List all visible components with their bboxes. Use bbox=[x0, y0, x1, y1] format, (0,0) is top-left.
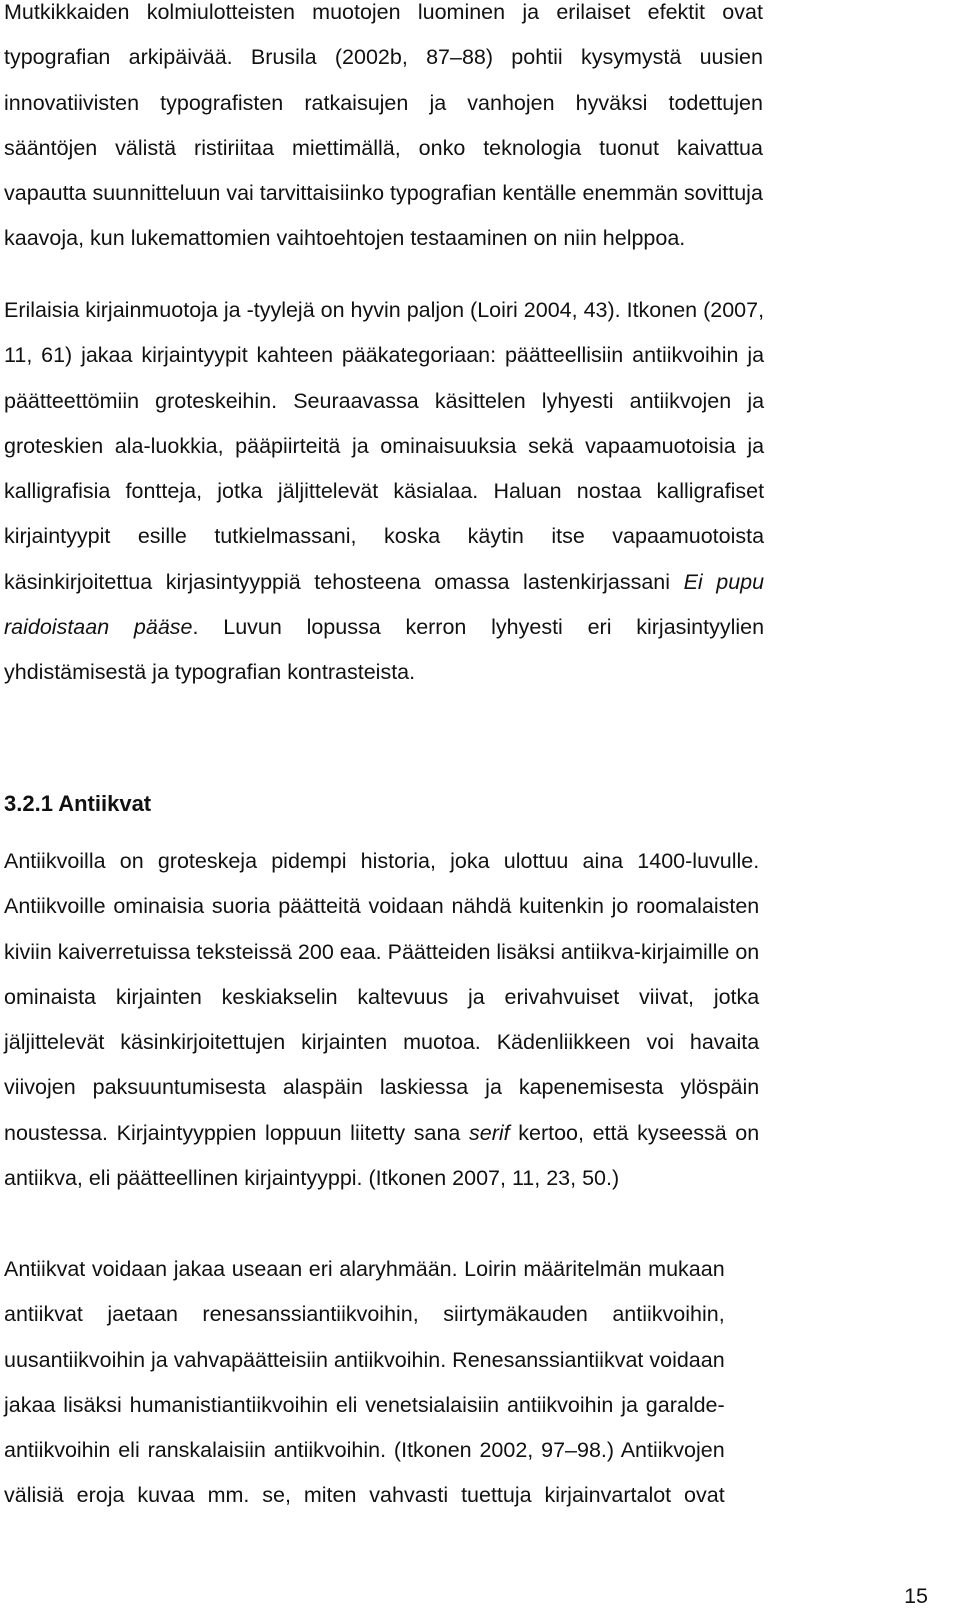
text-line: antiikvoihin eli ranskalaisiin antiikvoihin. (Itkonen 2002, 97–98.) Antiikvojen bbox=[4, 1438, 725, 1463]
text-line: Antiikvoille ominaisia suoria päätteitä voidaan nähdä kuitenkin jo roomalaisten bbox=[4, 894, 760, 919]
page-number: 15 bbox=[904, 1584, 928, 1608]
paragraph-antiqua-history bbox=[4, 839, 759, 1201]
book-title-italic: Ei pupu bbox=[683, 569, 765, 594]
text-line: Antiikvat voidaan jakaa useaan eri alaryhmään. Loirin määritelmän mukaan bbox=[4, 1257, 725, 1281]
paragraph-antiqua-subgroups bbox=[4, 1247, 725, 1519]
text-line bbox=[4, 560, 764, 605]
section-heading: 3.2.1 Antiikvat bbox=[4, 791, 152, 816]
text-segment: noustessa. Kirjaintyyppien loppuun liitetty sana bbox=[4, 1120, 469, 1145]
text-line: yhdistämisestä ja typografian kontrasteista. bbox=[4, 660, 416, 685]
text-line: Mutkikkaiden kolmiulotteisten muotojen luominen ja erilaiset efektit ovat bbox=[4, 0, 763, 24]
text-line: kaavoja, kun lukemattomien vaihtoehtojen testaaminen on niin helppoa. bbox=[4, 226, 686, 251]
text-line: Antiikvoilla on groteskeja pidempi historia, joka ulottuu aina 1400-luvulle. bbox=[4, 849, 760, 873]
text-line bbox=[4, 605, 764, 650]
text-line: vapautta suunnitteluun vai tarvittaisiinko typografian kentälle enemmän sovittuja bbox=[4, 181, 763, 206]
text-line: päätteettömiin groteskeihin. Seuraavassa käsittelen lyhyesti antiikvojen ja bbox=[4, 388, 765, 413]
paragraph-typography-innovation bbox=[4, 0, 763, 262]
text-line: uusantiikvoihin ja vahvapäätteisiin antiikvoihin. Renesanssiantiikvat voidaan bbox=[4, 1347, 725, 1372]
text-segment: kertoo, että kyseessä on bbox=[509, 1120, 760, 1145]
text-line: välisiä eroja kuvaa mm. se, miten vahvasti tuettuja kirjainvartalot ovat bbox=[4, 1483, 725, 1508]
text-line: viivojen paksuuntumisesta alaspäin laskiessa ja kapenemisesta ylöspäin bbox=[4, 1075, 760, 1100]
text-line: jakaa lisäksi humanistiantiikvoihin eli venetsialaisiin antiikvoihin ja garalde- bbox=[4, 1392, 725, 1417]
text-line: kiviin kaiverretuissa teksteissä 200 eaa. Päätteiden lisäksi antiikva-kirjaimille on bbox=[4, 939, 760, 964]
text-line bbox=[4, 1111, 759, 1156]
text-line: 11, 61) jakaa kirjaintyypit kahteen pääkategoriaan: päätteellisiin antiikvoihin ja bbox=[4, 343, 765, 368]
text-segment: . Luvun lopussa kerron lyhyesti eri kirjasintyylien bbox=[192, 615, 765, 640]
text-line: antiikvat jaetaan renesanssiantiikvoihin, siirtymäkauden antiikvoihin, bbox=[4, 1302, 725, 1327]
text-line: innovatiivisten typografisten ratkaisujen ja vanhojen hyväksi todettujen bbox=[4, 90, 763, 115]
book-title-italic: raidoistaan pääse bbox=[4, 615, 193, 640]
text-line: kirjaintyypit esille tutkielmassani, koska käytin itse vapaamuotoista bbox=[4, 524, 765, 549]
text-segment: käsinkirjoitettua kirjasintyyppiä tehosteena omassa lastenkirjassani bbox=[4, 569, 684, 594]
text-line: jäljittelevät käsinkirjoitettujen kirjainten muotoa. Kädenliikkeen voi havaita bbox=[4, 1030, 760, 1055]
text-line: antiikva, eli päätteellinen kirjaintyyppi. (Itkonen 2007, 11, 23, 50.) bbox=[4, 1166, 620, 1191]
text-line: typografian arkipäivää. Brusila (2002b, 87–88) pohtii kysymystä uusien bbox=[4, 45, 763, 70]
text-line: groteskien ala-luokkia, pääpiirteitä ja ominaisuuksia sekä vapaamuotoisia ja bbox=[4, 433, 765, 458]
paragraph-letterforms bbox=[4, 288, 764, 696]
text-line: sääntöjen välistä ristiriitaa miettimällä, onko teknologia tuonut kaivattua bbox=[4, 135, 763, 160]
text-line: kalligrafisia fontteja, jotka jäljittelevät käsialaa. Haluan nostaa kalligrafiset bbox=[4, 479, 765, 504]
text-line: ominaista kirjainten keskiakselin kaltevuus ja erivahvuiset viivat, jotka bbox=[4, 984, 760, 1009]
text-line: Erilaisia kirjainmuotoja ja -tyylejä on hyvin paljon (Loiri 2004, 43). Itkonen (2007, bbox=[4, 298, 765, 322]
term-italic: serif bbox=[469, 1120, 510, 1145]
